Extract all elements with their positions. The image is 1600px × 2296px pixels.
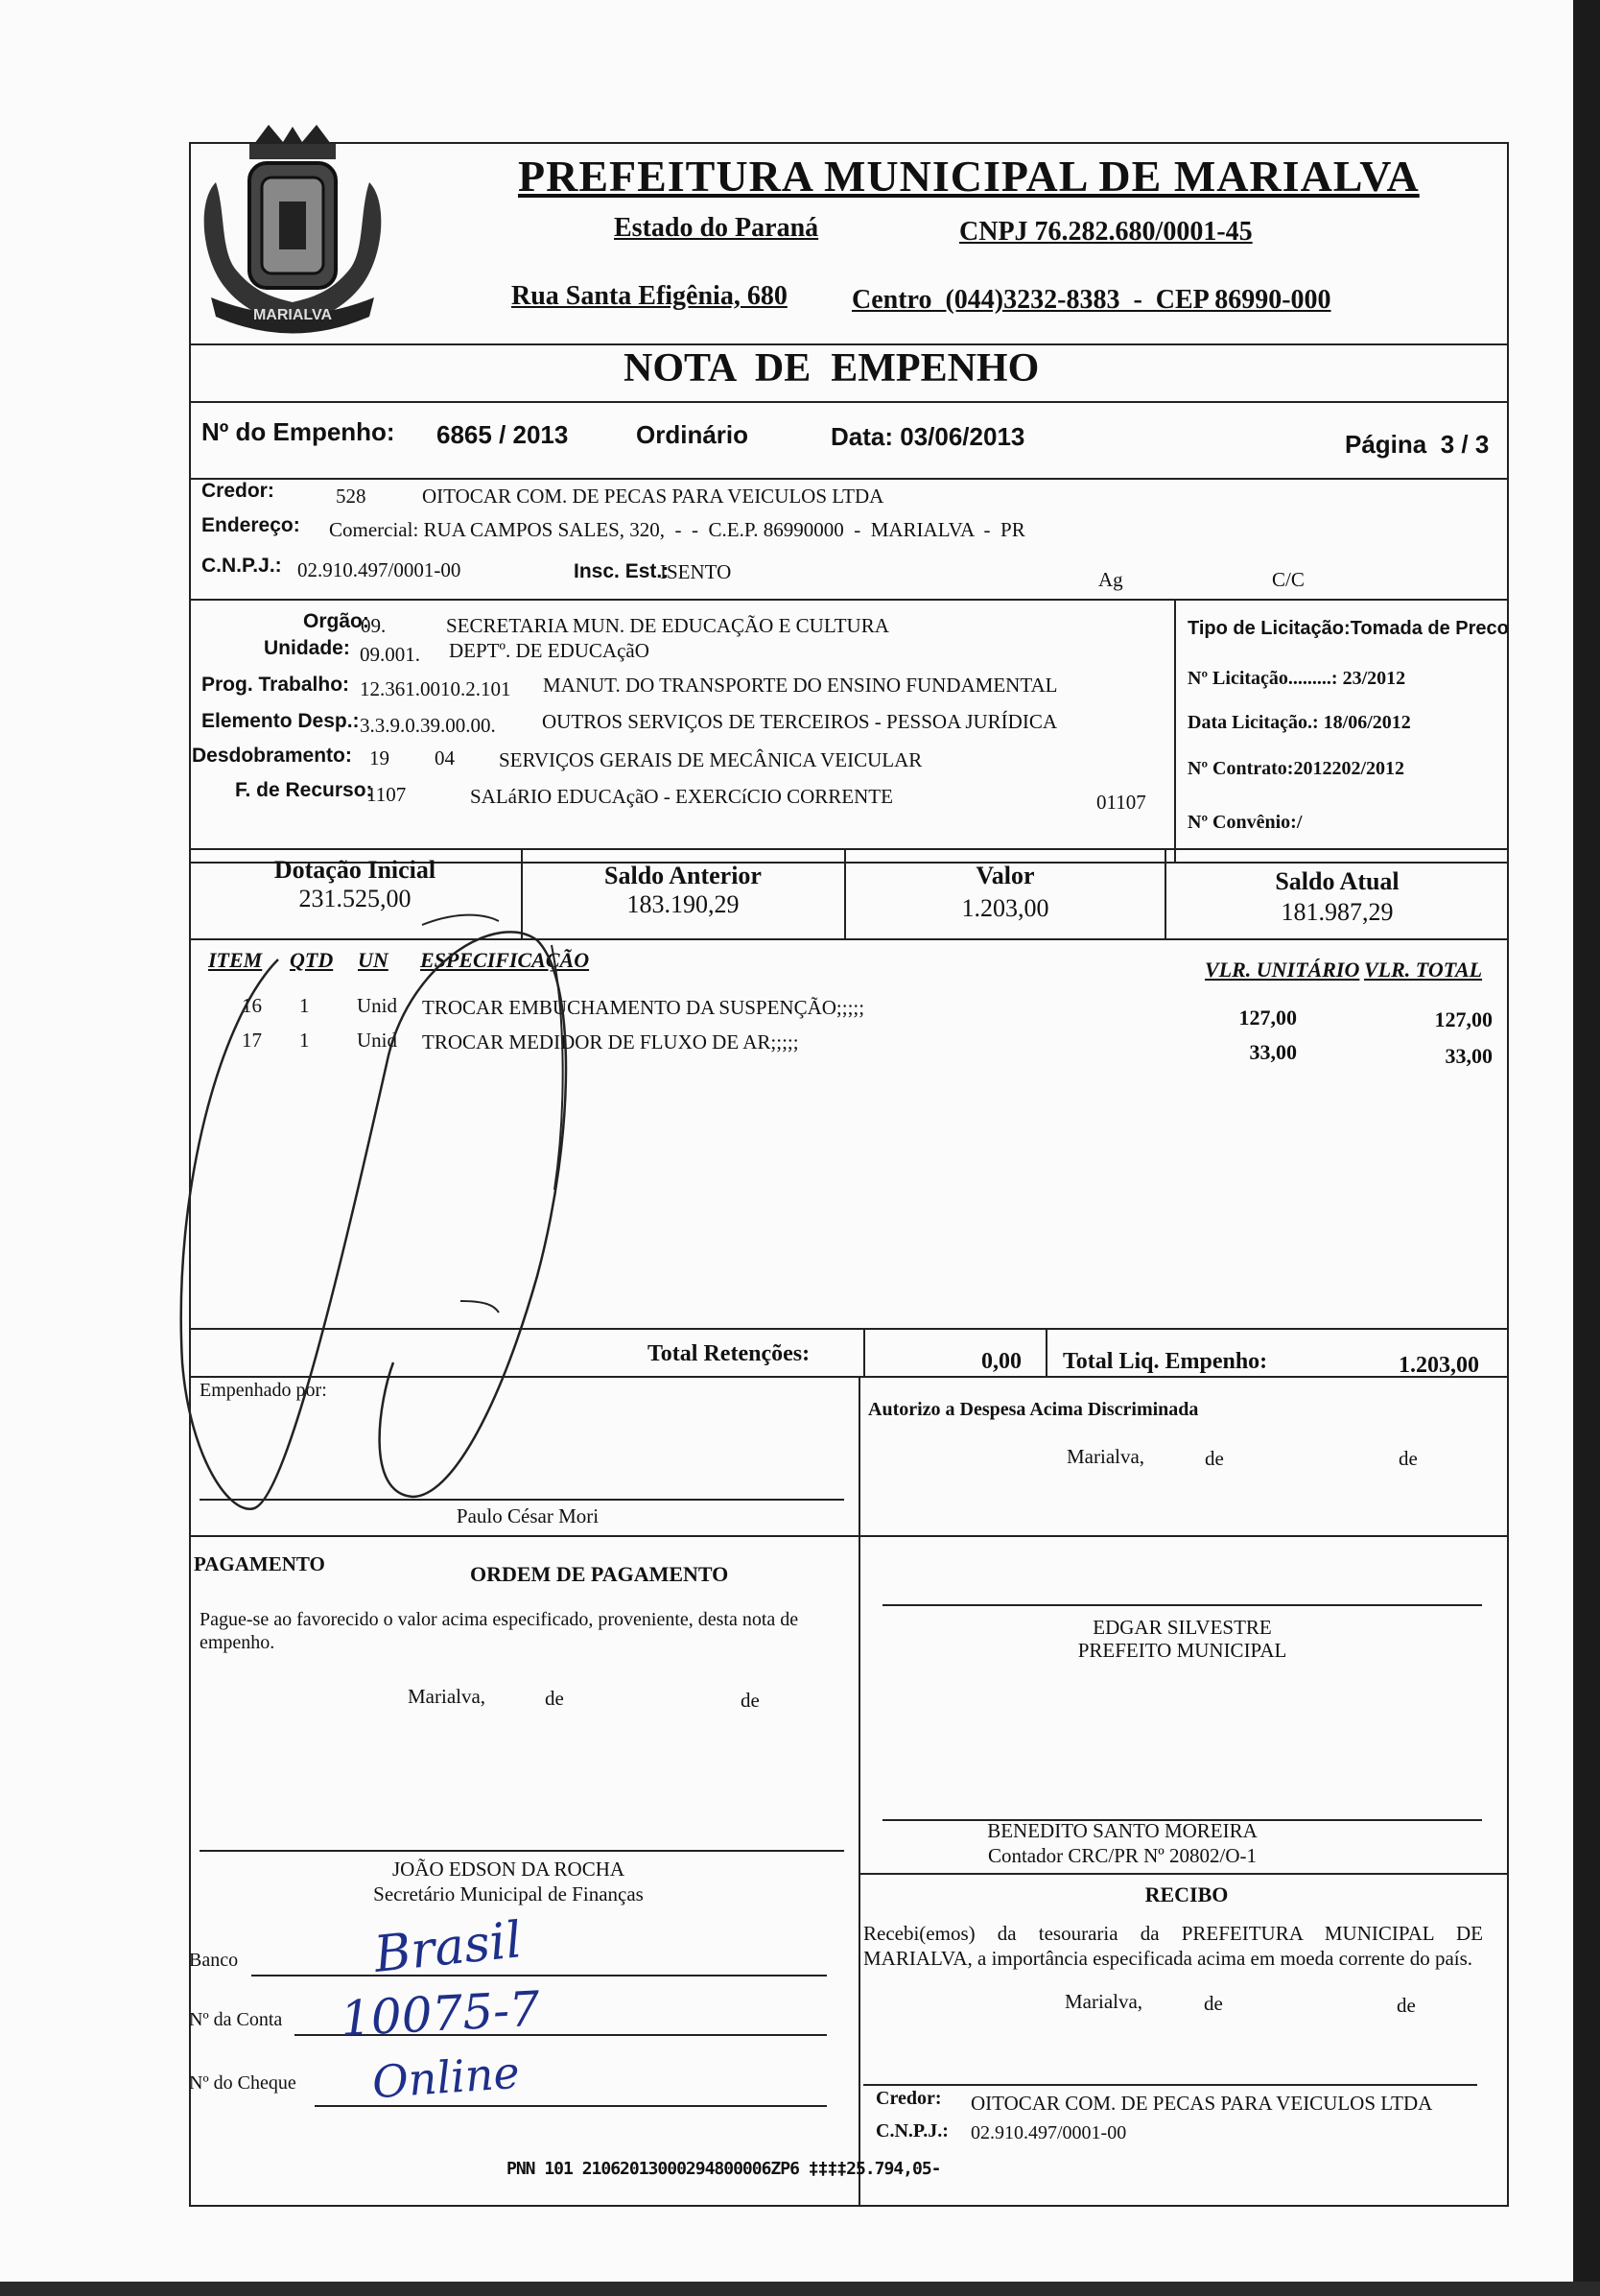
totals-divider-1 <box>863 1328 865 1378</box>
credor-name: OITOCAR COM. DE PECAS PARA VEICULOS LTDA <box>422 485 884 508</box>
empenhado-signature-line <box>200 1499 844 1501</box>
recibo-cnpj: 02.910.497/0001-00 <box>971 2122 1127 2143</box>
recurso-code2: 01107 <box>1096 791 1146 814</box>
cnpj-label: C.N.P.J.: <box>201 555 282 577</box>
recurso-label: F. de Recurso: <box>235 779 373 801</box>
empenho-page: Página 3 / 3 <box>1345 430 1490 459</box>
banco-handwritten: Brasil <box>371 1911 525 1984</box>
dotacao-inicial-value: 231.525,00 <box>298 885 412 912</box>
unidade-name: DEPTº. DE EDUCAçãO <box>449 639 649 662</box>
municipal-crest-icon <box>197 125 388 345</box>
desdobramento-label: Desdobramento: <box>192 745 352 767</box>
item-unit: Unid <box>357 994 397 1017</box>
header-cnpj: CNPJ 76.282.680/0001-45 <box>959 217 1253 247</box>
total-retencoes-value: 0,00 <box>981 1349 1022 1374</box>
empenhado-name: Paulo César Mori <box>456 1504 600 1527</box>
item-unit-price: 33,00 <box>1249 1040 1297 1064</box>
pagamento-de-2: de <box>741 1689 760 1712</box>
valor-label: Valor <box>976 862 1035 889</box>
desdobramento-name: SERVIÇOS GERAIS DE MECÂNICA VEICULAR <box>499 748 923 771</box>
recurso-code: 1107 <box>366 783 407 806</box>
recibo-city: Marialva, <box>1065 1990 1143 2013</box>
total-retencoes-label: Total Retenções: <box>647 1341 811 1366</box>
credor-label: Credor: <box>201 480 274 502</box>
autorizo-text: Autorizo a Despesa Acima Discriminada <box>868 1399 1199 1420</box>
header-district-phone-cep: Centro (044)3232-8383 - CEP 86990-000 <box>852 285 1331 315</box>
item-description: TROCAR MEDIDOR DE FLUXO DE AR;;;;; <box>422 1030 799 1053</box>
secretario-signature-line <box>200 1850 844 1852</box>
autorizo-de-1: de <box>1205 1447 1224 1470</box>
saldo-atual-value: 181.987,29 <box>1281 898 1394 926</box>
banco-label: Banco <box>189 1950 239 1971</box>
saldo-atual-label: Saldo Atual <box>1275 867 1400 895</box>
secretario-name: JOÃO EDSON DA ROCHA <box>391 1858 625 1881</box>
saldo-anterior-label: Saldo Anterior <box>604 862 762 889</box>
item-total: 127,00 <box>1434 1007 1493 1031</box>
elemento-code: 3.3.9.0.39.00.00. <box>360 714 496 737</box>
header-state: Estado do Paraná <box>614 213 819 243</box>
recurso-name: SALáRIO EDUCAçãO - EXERCíCIO CORRENTE <box>470 785 893 808</box>
autorizo-de-2: de <box>1399 1447 1418 1470</box>
recibo-cnpj-label: C.N.P.J.: <box>876 2120 949 2142</box>
autorizo-city: Marialva, <box>1067 1445 1145 1468</box>
recibo-text: Recebi(emos) da tesouraria da PREFEITURA MUNICIPAL DE MARIALVA, a importância especificada acima em moeda corrente do país. <box>863 1922 1483 1970</box>
elemento-name: OUTROS SERVIÇOS DE TERCEIROS - PESSOA JURÍDICA <box>542 710 1058 733</box>
col-especificacao: ESPECIFICAÇÃO <box>420 948 590 972</box>
empenho-number: 6865 / 2013 <box>436 420 569 449</box>
cheque-label: Nº do Cheque <box>189 2072 296 2094</box>
tipo-licitacao: Tipo de Licitação:Tomada de Preco <box>1188 618 1509 639</box>
dotacao-divider <box>1174 599 1176 864</box>
item-unit-price: 127,00 <box>1238 1006 1297 1030</box>
address-label: Endereço: <box>201 514 300 536</box>
recibo-de-2: de <box>1397 1994 1416 2017</box>
conta-label: Nº da Conta <box>189 2009 283 2030</box>
prog-label: Prog. Trabalho: <box>201 674 350 696</box>
conta-handwritten: 10075-7 <box>339 1980 542 2047</box>
empenhado-label: Empenhado por: <box>200 1380 327 1401</box>
prefeito-title: PREFEITO MUNICIPAL <box>1077 1639 1287 1662</box>
pagamento-de-1: de <box>545 1687 564 1710</box>
cc-label: C/C <box>1272 568 1305 591</box>
pagamento-city: Marialva, <box>408 1685 486 1708</box>
saldos-divider-2 <box>844 848 846 940</box>
saldos-divider-3 <box>1165 848 1166 940</box>
total-liquido-value: 1.203,00 <box>1399 1353 1479 1378</box>
item-number: 16 <box>242 994 262 1017</box>
col-un: UN <box>358 948 388 972</box>
scan-edge-right <box>1573 0 1600 2296</box>
col-vlr-unitario: VLR. UNITÁRIO <box>1205 958 1360 982</box>
banco-line <box>251 1975 827 1976</box>
prog-code: 12.361.0010.2.101 <box>360 677 511 700</box>
credor-ie: ISENTO <box>660 560 732 583</box>
data-licitacao: Data Licitação.: 18/06/2012 <box>1188 712 1411 733</box>
pagamento-text: Pague-se ao favorecido o valor acima especificado, proveniente, desta nota de empenho. <box>200 1609 799 1653</box>
dotacao-inicial-label: Dotação Inicial <box>273 856 436 884</box>
item-number: 17 <box>242 1029 262 1052</box>
prefeito-name: EDGAR SILVESTRE <box>1093 1616 1272 1639</box>
col-qtd: QTD <box>290 948 334 972</box>
recibo-label: RECIBO <box>1144 1882 1229 1906</box>
prog-name: MANUT. DO TRANSPORTE DO ENSINO FUNDAMENTAL <box>543 674 1058 697</box>
empenho-label: Nº do Empenho: <box>201 417 395 446</box>
recibo-de-1: de <box>1204 1992 1223 2015</box>
col-vlr-total: VLR. TOTAL <box>1364 958 1483 982</box>
credor-cnpj: 02.910.497/0001-00 <box>297 558 461 581</box>
empenho-type: Ordinário <box>636 420 749 449</box>
totals-box <box>189 1328 1509 1378</box>
contador-name: BENEDITO SANTO MOREIRA <box>987 1819 1258 1842</box>
desdobramento-code1: 19 <box>369 746 389 769</box>
unidade-code: 09.001. <box>360 643 420 666</box>
contador-title: Contador CRC/PR Nº 20802/O-1 <box>987 1844 1258 1867</box>
header-title: PREFEITURA MUNICIPAL DE MARIALVA <box>518 152 1420 201</box>
valor-value: 1.203,00 <box>961 894 1049 922</box>
orgao-name: SECRETARIA MUN. DE EDUCAÇÃO E CULTURA <box>446 614 889 637</box>
prefeito-signature-line <box>882 1604 1482 1606</box>
orgao-label: Orgão: <box>303 610 369 632</box>
secretario-title: Secretário Municipal de Finanças <box>373 1882 644 1905</box>
numero-contrato: Nº Contrato:2012202/2012 <box>1188 758 1405 779</box>
credor-code: 528 <box>336 485 366 508</box>
numero-licitacao: Nº Licitação.........: 23/2012 <box>1188 668 1406 689</box>
item-qtd: 1 <box>299 1029 310 1052</box>
pagamento-label: PAGAMENTO <box>194 1552 325 1575</box>
totals-divider-2 <box>1046 1328 1047 1378</box>
orgao-code: 09. <box>361 614 387 637</box>
unidade-label: Unidade: <box>264 637 350 659</box>
recibo-credor-name: OITOCAR COM. DE PECAS PARA VEICULOS LTDA <box>971 2092 1433 2115</box>
contador-bottom-line <box>859 1873 1509 1875</box>
recibo-credor-line <box>863 2084 1477 2086</box>
cheque-handwritten: Online <box>370 2046 522 2109</box>
empenho-date: Data: 03/06/2013 <box>831 422 1025 451</box>
footer-machine-code: PNN 101 21062013000294800006ZP6 ‡‡‡‡25.794,05- <box>506 2159 941 2179</box>
scan-edge-bottom <box>0 2282 1600 2296</box>
col-item: ITEM <box>208 948 263 972</box>
elemento-label: Elemento Desp.: <box>201 710 360 732</box>
item-qtd: 1 <box>299 994 310 1017</box>
header-address: Rua Santa Efigênia, 680 <box>511 281 788 311</box>
item-total: 33,00 <box>1445 1044 1493 1068</box>
credor-address: Comercial: RUA CAMPOS SALES, 320, - - C.E.P. 86990000 - MARIALVA - PR <box>329 518 1025 541</box>
doc-title: NOTA DE EMPENHO <box>624 346 1040 391</box>
saldos-divider-1 <box>521 848 523 940</box>
crest-banner-text: MARIALVA <box>252 307 333 323</box>
recibo-credor-label: Credor: <box>876 2088 942 2109</box>
desdobramento-code2: 04 <box>435 746 455 769</box>
ordem-pagamento-label: ORDEM DE PAGAMENTO <box>470 1562 729 1586</box>
item-description: TROCAR EMBUCHAMENTO DA SUSPENÇÃO;;;;; <box>422 996 865 1019</box>
ag-label: Ag <box>1098 568 1123 591</box>
item-unit: Unid <box>357 1029 397 1052</box>
total-liquido-label: Total Liq. Empenho: <box>1063 1349 1268 1374</box>
numero-convenio: Nº Convênio:/ <box>1188 812 1303 833</box>
saldo-anterior-value: 183.190,29 <box>626 890 740 918</box>
pagamento-divider <box>859 1535 860 2207</box>
ie-label: Insc. Est.: <box>574 560 670 582</box>
